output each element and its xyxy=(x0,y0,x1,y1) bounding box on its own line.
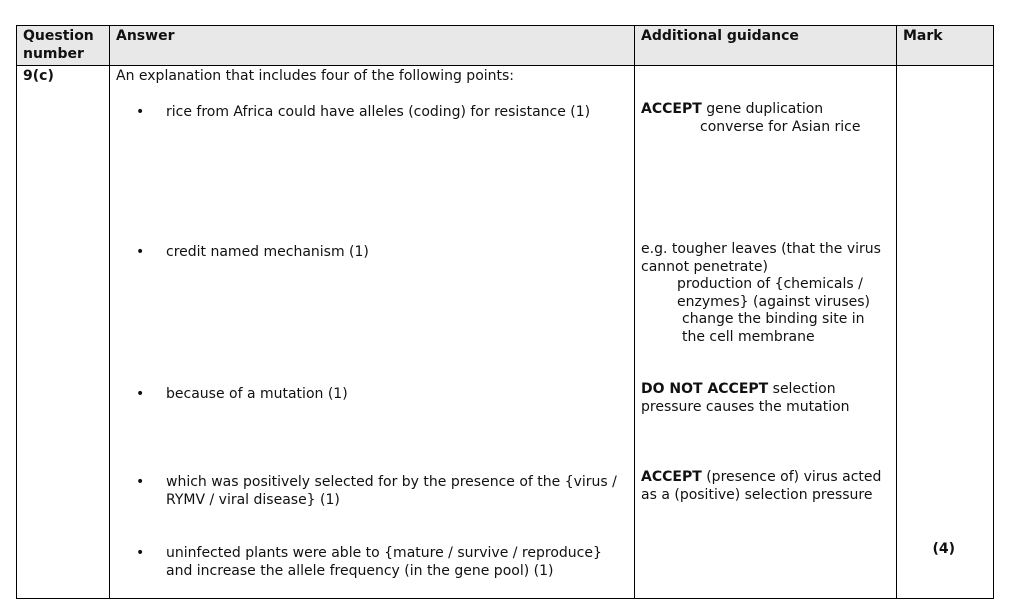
guidance-1 xyxy=(641,101,891,136)
guidance-text: (presence of) virus acted as a (positive) selection pressure xyxy=(641,469,882,503)
guidance-keyword: DO NOT ACCEPT xyxy=(641,381,769,397)
guidance-3 xyxy=(641,381,891,416)
header-row xyxy=(17,26,994,66)
bullet-icon: • xyxy=(136,474,145,490)
guidance-text: e.g. tougher leaves (that the virus cannot penetrate) xyxy=(641,241,881,275)
answer-cell xyxy=(110,66,635,599)
bullet-icon: • xyxy=(136,386,145,402)
header-mark: Mark xyxy=(897,26,994,66)
guidance-2 xyxy=(641,241,891,346)
header-answer: Answer xyxy=(110,26,635,66)
point-text: which was positively selected for by the presence of the {virus / RYMV / viral disease} (1) xyxy=(166,474,617,508)
list-item xyxy=(136,104,620,122)
mark-scheme-table xyxy=(16,25,994,599)
question-number: 9(c) xyxy=(23,68,54,84)
bullet-icon: • xyxy=(136,104,145,120)
answer-intro: An explanation that includes four of the following points: xyxy=(116,68,515,84)
guidance-4 xyxy=(641,469,891,504)
point-text: credit named mechanism (1) xyxy=(166,244,369,260)
answer-row xyxy=(17,66,994,599)
guidance-text: production of {chemicals / enzymes} (against viruses) xyxy=(677,276,870,310)
point-text: because of a mutation (1) xyxy=(166,386,348,402)
guidance-text: converse for Asian rice xyxy=(700,118,861,135)
point-text: rice from Africa could have alleles (coding) for resistance (1) xyxy=(166,104,591,120)
header-additional-guidance: Additional guidance xyxy=(635,26,897,66)
header-question-number: Question number xyxy=(17,26,110,66)
list-item xyxy=(136,545,620,580)
bullet-icon: • xyxy=(136,545,145,561)
point-text: uninfected plants were able to {mature / survive / reproduce} and increase the allele frequency (in the gene pool) (1) xyxy=(166,545,602,579)
list-item xyxy=(136,386,620,404)
question-number-cell xyxy=(17,66,110,599)
guidance-cell xyxy=(635,66,897,599)
guidance-text: change the binding site in the cell membrane xyxy=(682,311,865,345)
list-item xyxy=(136,474,620,509)
total-mark: (4) xyxy=(932,541,955,557)
guidance-text: gene duplication xyxy=(701,101,824,117)
guidance-keyword: ACCEPT xyxy=(641,101,702,117)
list-item xyxy=(136,244,620,262)
guidance-keyword: ACCEPT xyxy=(641,469,702,485)
bullet-icon: • xyxy=(136,244,145,260)
guidance-text: selection pressure causes the mutation xyxy=(641,381,850,415)
mark-cell xyxy=(897,66,994,599)
